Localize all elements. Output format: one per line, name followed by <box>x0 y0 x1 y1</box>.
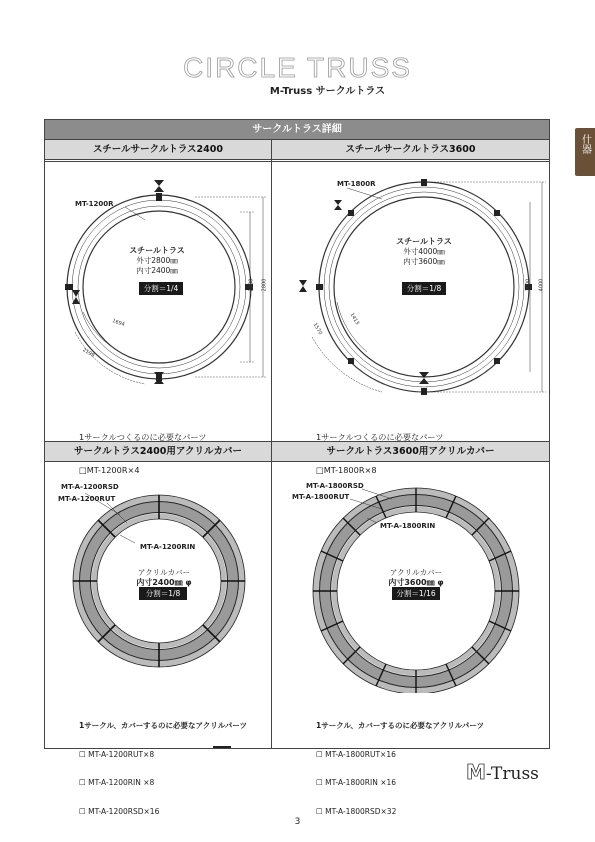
steel2400-center-title: スチールトラス <box>129 246 185 255</box>
steel3600-center-text <box>384 237 464 267</box>
steel3600-center-title: スチールトラス <box>396 237 452 246</box>
steel3600-dim-inner: 3600 <box>525 278 532 292</box>
acryl3600-note-item: ☐ MT-A-1800RIN ×16 <box>316 778 397 787</box>
brand-logo-text: -Truss <box>485 764 539 784</box>
panel-heading-acryl3600: サークルトラス3600用アクリルカバー <box>272 442 549 462</box>
acryl2400-note-item: ☐ MT-A-1200RIN ×8 <box>79 778 155 787</box>
steel2400-dim-arc2: 2199 <box>81 347 96 359</box>
acryl2400-label-rut: MT-A-1200RUT <box>58 495 116 503</box>
steel2400-center-text <box>117 246 197 276</box>
steel2400-note-title: 1サークルつくるのに必要なパーツ <box>79 432 207 442</box>
steel3600-dim-arc1: 1413 <box>348 311 361 327</box>
steel3600-division-badge: 分割＝1/8 <box>402 282 446 295</box>
acryl2400-inner: 内寸2400㎜ φ <box>136 578 192 587</box>
steel2400-dim-inner: 2400 <box>248 278 255 292</box>
steel3600-inner: 内寸3600㎜ <box>403 257 445 266</box>
acryl2400-center-text <box>124 568 204 588</box>
steel3600-dim-arc2: 1570 <box>311 321 324 337</box>
page-number: 3 <box>294 817 301 827</box>
side-tab-label: 什器 <box>579 134 591 154</box>
acryl2400-note <box>79 702 247 826</box>
steel2400-note-item: □MT-1200R×4 <box>79 465 140 475</box>
steel2400-inner: 内寸2400㎜ <box>136 266 178 275</box>
panel-heading-steel3600: スチールサークルトラス3600 <box>272 140 549 160</box>
acryl3600-inner: 内寸3600㎜ φ <box>388 578 444 587</box>
acryl3600-center-text <box>376 568 456 588</box>
acryl2400-label-rsd: MT-A-1200RSD <box>61 483 119 491</box>
page-subtitle: M-Truss サークルトラス <box>269 86 386 97</box>
acryl2400-center-title: アクリルカバー <box>137 568 191 577</box>
steel3600-note-title: 1サークルつくるのに必要なパーツ <box>316 432 444 442</box>
acryl2400-division-badge: 分割＝1/8 <box>139 587 187 600</box>
tab-marker <box>213 746 231 748</box>
steel3600-outer: 外寸4000㎜ <box>403 247 445 256</box>
brand-logo-m: M <box>466 760 486 784</box>
acryl3600-note-item: ☐ MT-A-1800RSD×32 <box>316 806 397 816</box>
panel-heading-steel2400: スチールサークルトラス2400 <box>45 140 271 160</box>
acryl2400-label-rin: MT-A-1200RIN <box>140 543 196 551</box>
acryl3600-note-item: ☐ MT-A-1800RUT×16 <box>316 749 396 759</box>
acryl2400-note-title: 1サークル、カバーするのに必要なアクリルパーツ <box>79 721 247 730</box>
side-category-tab[interactable] <box>575 128 595 176</box>
acryl3600-label-rin: MT-A-1800RIN <box>380 522 436 530</box>
panel-heading-acryl2400: サークルトラス2400用アクリルカバー <box>45 442 271 462</box>
acryl2400-note-item: ☐ MT-A-1200RUT×8 <box>79 749 155 759</box>
steel2400-dim-outer: 2800 <box>261 278 268 292</box>
steel2400-dim-arc1: 1694 <box>111 318 126 328</box>
acryl3600-note-title: 1サークル、カバーするのに必要なアクリルパーツ <box>316 721 484 730</box>
page-title: CIRCLE TRUSS <box>183 52 412 83</box>
steel3600-diagram <box>272 162 549 432</box>
acryl2400-note-item: ☐ MT-A-1200RSD×16 <box>79 806 160 816</box>
table-main-heading: サークルトラス詳細 <box>45 120 549 140</box>
steel3600-note-item: □MT-1800R×8 <box>316 465 377 475</box>
acryl3600-label-rsd: MT-A-1800RSD <box>306 482 364 490</box>
steel2400-part-label: MT-1200R <box>75 200 114 208</box>
steel3600-dim-outer: 4000 <box>538 278 545 292</box>
steel2400-outer: 外寸2800㎜ <box>136 256 178 265</box>
acryl3600-division-badge: 分割＝1/16 <box>392 587 440 600</box>
acryl3600-label-rut: MT-A-1800RUT <box>292 493 350 501</box>
acryl3600-note <box>316 702 484 826</box>
brand-logo <box>466 760 539 784</box>
acryl3600-center-title: アクリルカバー <box>389 568 443 577</box>
steel2400-division-badge: 分割＝1/4 <box>139 282 183 295</box>
steel3600-part-label: MT-1800R <box>337 180 376 188</box>
